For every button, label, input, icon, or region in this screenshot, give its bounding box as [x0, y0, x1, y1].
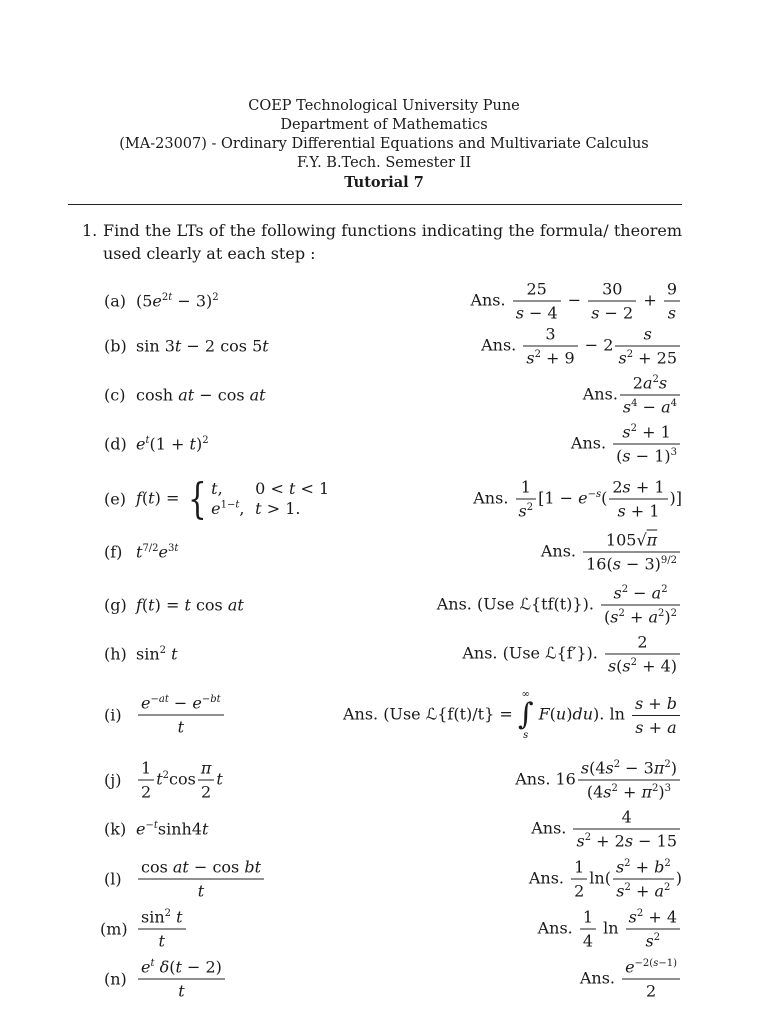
problem-answer: Ans. $\frac{105√\pi}{16(s - 3)^{9/2}}$	[541, 531, 682, 574]
tutorial-title: Tutorial 7	[344, 174, 424, 191]
ans-prefix: Ans.	[579, 968, 615, 988]
ans-prefix: Ans.	[470, 290, 506, 310]
problem-label: (l)	[104, 869, 122, 889]
problem-j	[0, 755, 768, 805]
problem-function: cosh at − cos at	[136, 385, 266, 405]
department-name: Department of Mathematics	[280, 117, 488, 133]
problem-function: $\frac{e^{-at} - e^{-bt}}{t}$	[136, 694, 226, 737]
ans-hint: Ans. (Use ℒ{tf(t)}).	[436, 594, 594, 614]
problem-answer: Ans. $\frac{3}{s^2 + 9}$ − 2 $\frac{s}{s^2 + 25}$	[481, 325, 682, 368]
problem-g	[0, 581, 768, 629]
problem-label: (n)	[104, 969, 127, 989]
problem-answer: Ans. $\frac{1}{4}$ ln $\frac{s^2 + 4}{s^2}$	[538, 908, 682, 951]
course-title: (MA-23007) - Ordinary Differential Equations and Multivariate Calculus	[119, 136, 649, 152]
problem-function: $e^t(1 + t)^2$	[136, 434, 209, 454]
ans-prefix: Ans.	[473, 488, 509, 508]
problem-function: $t^{7/2}e^{3t}$	[136, 542, 179, 562]
problem-answer: Ans. 16 $\frac{s(4s^2 - 3\pi^2)}{(4s^2 + \pi^2)^3}$	[515, 759, 682, 802]
problem-answer: Ans. $\frac{e^{-2(s-1)}}{2}$	[580, 958, 682, 1001]
problem-label: (f)	[104, 542, 123, 562]
problem-function: $\sin^2 t$	[136, 644, 178, 664]
problem-answer: Ans. $\frac{1}{s^2}$ [$1 - e^{-s}$( $\frac{2s + 1}{s + 1}$ )]	[473, 477, 682, 521]
problem-function: $\frac{\text{cos at − cos bt}}{t}$	[136, 858, 266, 901]
problem-label: (m)	[100, 919, 128, 939]
document-header	[0, 97, 768, 192]
ans-prefix: Ans.	[537, 918, 573, 938]
problem-answer: Ans. $\frac{1}{2}$ ln( $\frac{s^2 + b^2}{s^2 + a^2}$ )	[528, 857, 682, 901]
integral-sign: ∞ ∫ s	[517, 689, 534, 741]
problem-label: (i)	[104, 705, 122, 725]
problem-label: (b)	[104, 336, 127, 356]
problem-m	[0, 905, 768, 953]
problem-b	[0, 323, 768, 369]
ans-prefix: Ans.	[582, 384, 618, 404]
problem-c	[0, 372, 768, 418]
problem-function: f(t) = t cos at	[136, 595, 244, 615]
problem-label: (c)	[104, 385, 126, 405]
ans-prefix: Ans.	[540, 541, 576, 561]
problem-d	[0, 421, 768, 467]
problem-i	[0, 682, 768, 748]
problem-answer: Ans. (Use ℒ{f(t)/t} = ∞ ∫ s F(u)du). ln $\frac{s + b}{s + a}$	[343, 689, 682, 741]
header-divider	[68, 204, 682, 205]
problem-e	[0, 474, 768, 524]
problem-label: (j)	[104, 770, 122, 790]
ans-prefix: Ans.	[515, 769, 551, 789]
ans-prefix: Ans.	[481, 335, 517, 355]
problem-function: $\frac{e^t \delta(t - 2)}{t}$	[136, 958, 227, 1001]
problem-l	[0, 855, 768, 903]
problem-function: $e^{-t}\sinh 4t$	[136, 819, 209, 839]
problem-label: (g)	[104, 595, 127, 615]
problem-answer: Ans. $\frac{4}{s^2 + 2s - 15}$	[531, 808, 682, 851]
ans-hint: Ans. (Use ℒ{f(t)/t} =	[342, 704, 513, 724]
problem-label: (a)	[104, 291, 127, 311]
problem-a	[0, 278, 768, 324]
problem-label: (e)	[104, 489, 126, 509]
problem-answer: Ans. $\frac{s^2 + 1}{(s - 1)^3}$	[571, 423, 682, 466]
problem-n	[0, 955, 768, 1003]
problem-f	[0, 527, 768, 577]
ans-prefix: Ans.	[531, 818, 567, 838]
university-name: COEP Technological University Pune	[248, 98, 520, 114]
problem-label: (d)	[104, 434, 127, 454]
semester-info: F.Y. B.Tech. Semester II	[296, 155, 472, 171]
problem-k	[0, 806, 768, 852]
problem-label: (k)	[104, 819, 127, 839]
problem-answer: Ans. $\frac{25}{s - 4}$ − $\frac{30}{s - 2}$ + $\frac{9}{s}$	[470, 280, 682, 323]
problem-h	[0, 630, 768, 678]
problem-function: f(t) = { t, 0 < t < 1 $e^{1-t}$, t > 1.	[136, 474, 330, 523]
ans-prefix: Ans.	[570, 433, 607, 453]
question-text: Find the LTs of the following functions indicating the formula/ theorem used clearly at each step :	[103, 221, 682, 263]
question-1	[82, 219, 682, 265]
problem-label: (h)	[104, 644, 127, 664]
ans-prefix: Ans.	[528, 868, 564, 888]
question-number: 1.	[82, 221, 98, 240]
problem-function: $(5e^{2t} - 3)^2$	[136, 291, 219, 311]
problem-function: sin 3t − 2 cos 5t	[136, 336, 269, 356]
ans-hint: Ans. (Use ℒ{f′}).	[462, 643, 598, 663]
problem-answer: Ans. (Use ℒ{f′}). $\frac{2}{s(s^2 + 4)}$	[462, 633, 682, 676]
problem-answer: Ans. $\frac{2a^2s}{s^4 - a^4}$	[583, 374, 682, 417]
problem-function: $\frac{\sin^2 t}{t}$	[136, 908, 188, 951]
problem-answer: Ans. (Use ℒ{tf(t)}). $\frac{s^2 - a^2}{(s^2 + a^2)^2}$	[437, 584, 682, 627]
problem-function: $\frac{1}{2}$ $t^2\cos$ $\frac{\pi}{2}$ t	[136, 759, 223, 802]
